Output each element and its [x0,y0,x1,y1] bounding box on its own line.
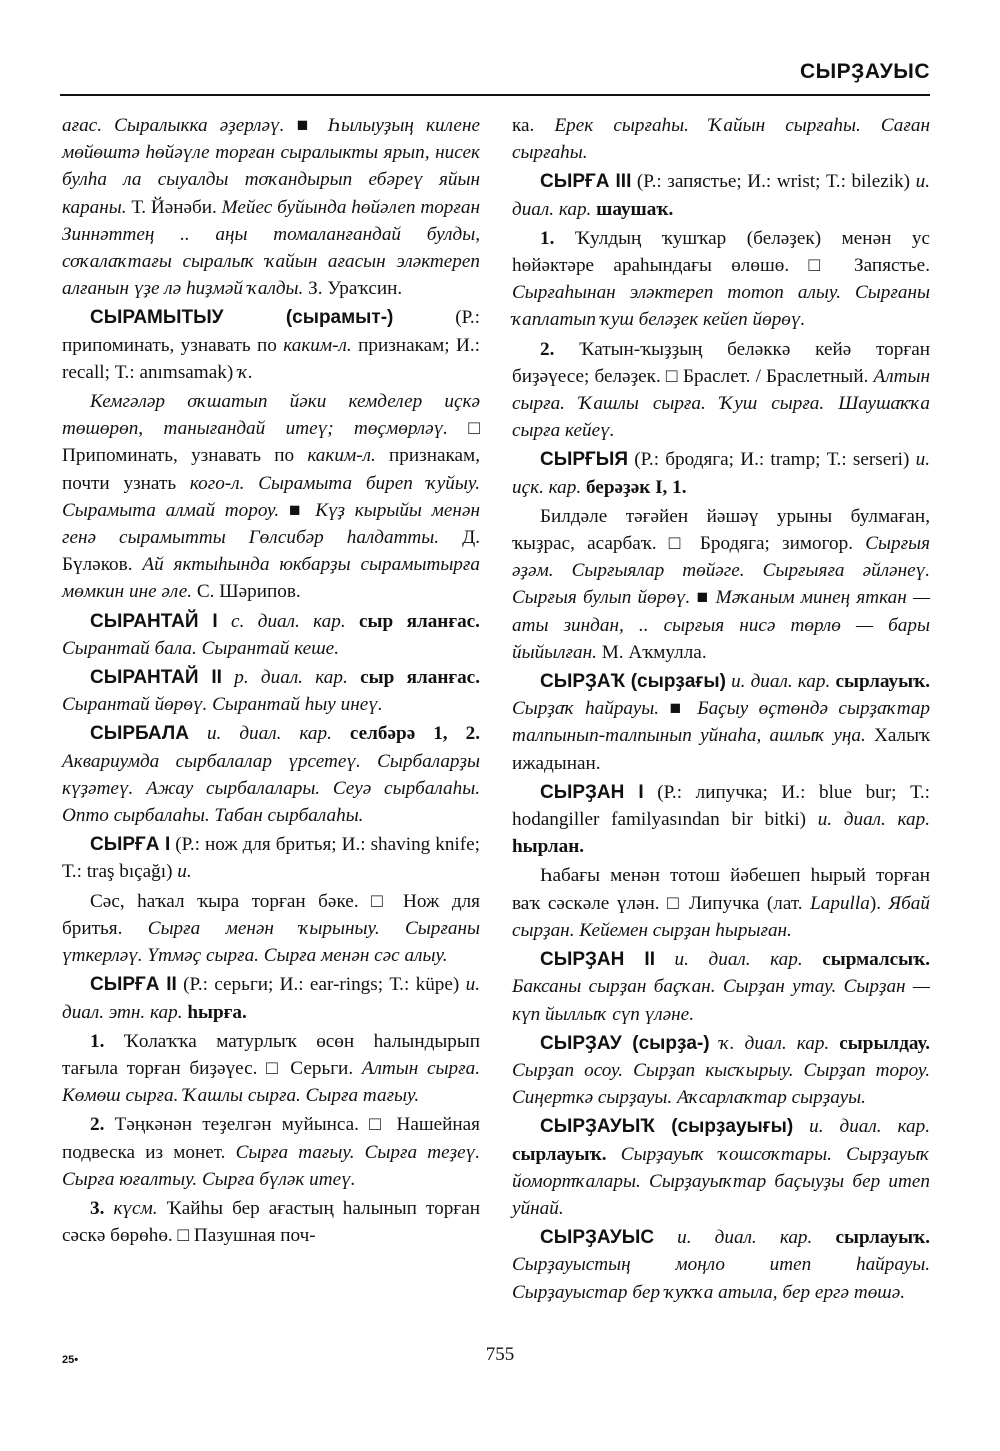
bold-text: сырылдау. [829,1032,930,1054]
dictionary-entry [62,304,480,386]
text-run: Ҡатын-ҡыҙҙың беләккә кейә торған биҙәүесе; беләҙек. □ Браслет. / Браслетный. [512,338,930,387]
entry-paragraph [62,1195,480,1249]
italic-text: Сырантай бала. Сырантай кеше. [62,637,339,659]
entry-paragraph [62,888,480,970]
italic-text: Кемгәләр оҡшатып йәки кемделер иҫкә төшөрөп, [62,391,480,440]
dictionary-entry [62,664,480,718]
italic-text: каким-л. [307,445,376,467]
headword: СЫРАНТАЙ II [90,667,222,689]
dictionary-entry [62,831,480,885]
italic-text: Сырғаһынан эләктереп тотоп алыу. Сырғаны ҡаплатып ҡуш беләҙек кейеп йөрөү. [512,282,930,331]
dictionary-entry [62,971,480,1025]
bold-text: 1. [90,1030,105,1052]
text-run: признакам; И.: recall; Т.: anımsamak) [62,334,480,383]
italic-text: кого-л. Сырамыта биреп ҡуйыу. Сырамыта алмай тороу. [62,472,481,521]
text-run: (Р.: нож для бритья; И.: shaving knife; Т.: traş bıçağı) [62,834,480,883]
headword: СЫРБАЛА [90,723,189,745]
italic-text: и. диал. кар. [793,1116,930,1138]
headword: СЫРАМЫТЫУ (сырамыт-) [90,307,394,329]
text-run: ■ [279,499,316,521]
bold-text: сырлауыҡ. [512,1143,607,1165]
entry-paragraph [62,1111,480,1193]
text-run: (Р.: липучка; И.: blue bur; Т.: hodangiller familyasından bir bitki) [512,781,930,831]
headword: СЫРҘАҠ (сырҙағы) [540,671,726,693]
headword: СЫРҒА I [90,834,171,856]
entry-paragraph [62,388,480,606]
italic-text: и. диал. кар. [817,809,930,831]
entry-paragraph [62,1028,480,1110]
left-column [62,112,480,1251]
italic-text: Һылыуҙың килене мөйөштә һөйәүле торған сыралыкты ярып, нисек булһа ла сыуалды тоҡандырып ебәреү яйын караны. [62,115,480,218]
running-header [60,58,930,96]
bold-text: селбәрә 1, 2. [331,723,480,745]
entry-paragraph [512,112,930,166]
italic-text: Аквариумда сырбалалар үрсетеү. Сырбаларҙы күҙәтеү. Ажау сырбалалары. Сеуә сырбалаһы. Опто сырбалаһы. Табан сырбалаһы. [62,750,480,827]
headword: СЫРҘАУЫС [540,1227,655,1249]
italic-text: и. диал. кар. [188,723,332,745]
text-run: Халыҡ ижадынан. [512,725,930,774]
text-run: □ Припоминать, узнавать по [62,418,480,467]
italic-text: Сырҙап осоу. Сырҙап кысҡырыу. Сырҙап тороу. Сиңерткә сырҙауы. Аҡсарлаҡтар сырҙауы. [512,1059,930,1109]
italic-text: и. иҫк. кар. [512,449,930,498]
dictionary-entry [512,668,930,777]
entry-paragraph [512,336,930,445]
italic-text: Сырантай йөрөү. Сырантай һыу инеү. [62,694,383,716]
text-run: ■ [296,115,328,136]
text-run: Д. Бүләков. [62,527,480,576]
dictionary-entry [62,720,480,829]
text-run: (Р.: припоминать, узнавать по [62,307,480,356]
italic-text: Баҫыу өҫтөндә сырҙаҡтар талпынып-талпынып уйнаһа, ашлыҡ уңа. [512,698,931,747]
italic-text: Lapulla [810,892,870,914]
entry-paragraph [62,112,480,302]
text-run: (Р.: бродяга; И.: tramp; Т.: serseri) [628,449,916,471]
right-column [512,112,930,1308]
headword: СЫРҘАН II [540,949,655,971]
entry-paragraph [512,862,930,944]
dictionary-entry [512,1030,930,1112]
dictionary-entry [512,1224,930,1306]
running-head-title: СЫРҘАУЫС [799,60,930,83]
italic-text: Сырға тағыу. Сырға теҙеү. Сырға юғалтыу. Сырға бүләк итеү. [62,1141,480,1190]
italic-text: Сырҙауыҡ ҡошсоҡтары. Сырҙауыҡ йомортҡалары. Сырҙауыҡтар баҫыуҙы бер итеп уйнай. [512,1143,930,1219]
italic-text: Баксаны сырҙан баҫҡан. Сырҙан утау. Сырҙан — күп йыллыҡ сүп үләне. [512,976,930,1025]
text-run [143,418,163,439]
italic-text: и. диал. этн. кар. [62,974,480,1023]
dictionary-entry [512,1113,930,1222]
italic-text: Күҙ кырыйы менән генә сырамытты Гөлсибәр һалдатты. [62,499,480,549]
text-run: ■ [659,698,698,720]
text-run: Ҡолаҡҡа матурлыҡ өсөн һалындырып тағыла торған биҙәүес. □ Серьги. [62,1030,480,1079]
italic-text: Ай яктыһында юкбарҙы сырамытырға мөмкин ине әле. [62,554,480,603]
headword: СЫРҒЫЯ [540,449,629,471]
text-run: С. Шәрипов. [192,581,301,603]
italic-text: каким-л. [283,334,352,356]
headword: СЫРАНТАЙ I [90,610,218,632]
text-run: ). [869,892,889,914]
italic-text: Сырға менән ҡырыныу. Сырғаны үткерләү. Үтмәҫ сырға. Сырға менән сәс алыу. [62,917,480,967]
entry-paragraph [512,225,930,334]
bold-text: 3. [90,1197,105,1219]
bold-text: сырмалсыҡ. [802,949,930,971]
dictionary-entry [512,446,930,500]
italic-text: ҡ. диал. кар. [709,1032,830,1054]
bold-text: һырлан. [512,836,585,858]
bold-text: сырлауыҡ. [830,671,930,693]
italic-text: танығандай итеү; төҫмөрләү. [163,418,448,440]
text-run: признакам, почти узнать [62,445,480,494]
dictionary-entry [512,946,930,1028]
headword: СЫРҘАН I [540,781,644,803]
italic-text: р. диал. кар. [221,667,348,689]
headword: СЫРҘАУЫҠ (сырҙауығы) [540,1116,794,1138]
text-run: Билдәле тәғәйен йәшәү урыны булмаған, ҡыҙрас, асарбаҡ. □ Бродяга; зимогор. [512,505,930,555]
signature-mark: 25• [62,1354,79,1366]
text-run: Т. Йәнәби. [126,196,222,218]
headword: СЫРҒА III [540,171,632,193]
italic-text: и. диал. кар. [512,171,930,220]
italic-text: Сырҙаҡ һайрауы. [512,698,660,720]
text-run: Ҡулдың ҡушҡар (беләҙек) менән ус һөйәктәре араһындағы өлөшө. □ Запястье. [512,227,930,277]
bold-text: берәҙәк I, 1. [581,476,687,498]
bold-text: һырға. [182,1001,247,1023]
bold-text: 2. [90,1114,105,1136]
headword: СЫРҘАУ (сырҙа-) [540,1032,710,1054]
bold-text: сыр яланғас. [347,667,480,689]
bold-text: 1. [540,227,555,249]
entry-paragraph [512,503,930,666]
italic-text: Сырғыя әҙәм. Сырғыялар төйәге. Сырғыяға әйләнеү. Сырғыя булып йөрөү. [512,533,930,609]
text-run: Сәс, һаҡал ҡыра торған бәке. □ Нож для бритья. [62,890,480,939]
text-run: З. Ураҡсин. [303,278,403,300]
italic-text: Мейес буйында һөйәлеп торған Зиннәттең .. аңы томаланғандай булды, соҡалаҡтағы сыралыҡ ҡайын ағасын эләктереп алғанын үҙе лә һиҙмәй ҡалды. [62,196,480,300]
text-run: Тәңкәнән теҙелгән муйынса. □ Нашейная подвеска из монет. [62,1114,480,1163]
text-run: (Р.: серьги; И.: ear-rings; Т.: küpe) [176,974,466,996]
text-run: Һабағы менән тотош йәбешеп һырый торған ваҡ сәскәле үлән. □ Липучка (лат. [512,865,930,914]
italic-text: и. диал. кар. [725,671,831,693]
italic-text: Ябай сырҙан. Кейемен сырҙан һырыған. [512,892,930,941]
text-run: ка. [512,115,555,136]
bold-text: шаушаҡ. [591,198,674,220]
text-run: (Р.: запястье; И.: wrist; Т.: bilezik) [631,171,916,193]
text-run: ■ [690,587,716,609]
headword: СЫРҒА II [90,974,177,996]
text-run: Ҡайһы бер ағастың һалынып торған сәскә бөрөһө. □ Пазушная поч- [62,1197,480,1247]
italic-text: Алтын сырға. Ҡашлы сырға. Ҡуш сырға. Шаушаҡҡа сырға кейеү. [512,365,930,442]
italic-text: ҡ. [238,361,253,383]
italic-text: Мәҡаным минең яткан — аты зиндан, .. сырғыя нисә төрлө — бары йыйылған. [512,587,931,663]
italic-text: и. диал. кар. [654,949,803,971]
italic-text: с. диал. кар. [217,610,346,632]
italic-text: Алтын сырға. Көмөш сырға. Ҡашлы сырға. Сырға тағыу. [62,1057,480,1107]
text-run: М. Аҡмулла. [596,641,707,663]
page-number: 755 [485,1344,515,1365]
bold-text: 2. [540,338,555,360]
italic-text: күсм. [104,1197,158,1219]
italic-text: и. [177,861,192,883]
dictionary-entry [62,608,480,662]
italic-text: Ерек сырғаһы. Ҡайын сырғаһы. Саған сырғаһы. [512,115,930,164]
italic-text: Сырҙауыстың моңло итеп һайрауы. Сырҙауыстар бер ҡуҡҡа атыла, бер ергә төшә. [512,1254,930,1303]
italic-text: и. диал. кар. [654,1227,813,1249]
bold-text: сыр яланғас. [345,610,480,632]
italic-text: ағас. Сыралыкка әҙерләү. [62,115,297,136]
dictionary-entry [512,779,930,861]
dictionary-entry [512,168,930,222]
bold-text: сырлауыҡ. [812,1227,930,1249]
